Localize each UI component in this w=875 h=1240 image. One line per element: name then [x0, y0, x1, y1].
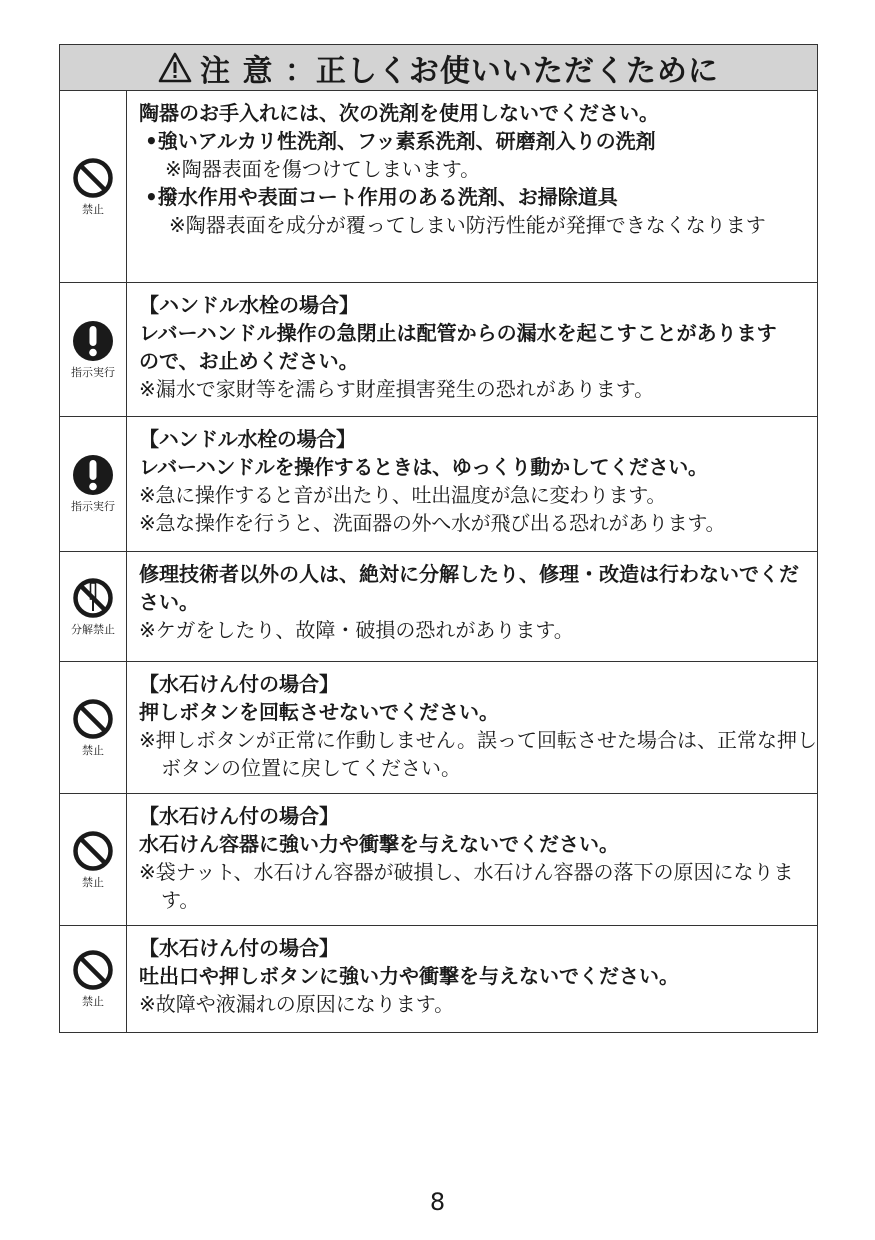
icon-label: 指示実行 — [71, 500, 115, 513]
caution-row — [60, 552, 817, 662]
row-heading: 【水石けん付の場合】 — [139, 936, 339, 960]
caution-row — [60, 662, 817, 794]
mandatory-action-icon — [72, 454, 114, 496]
bullet-note: ※陶器表面を傷つけてしまいます。 — [165, 157, 481, 181]
icon-label: 禁止 — [82, 875, 104, 889]
row-note: ※袋ナット、水石けん容器が破損し、水石けん容器の落下の原因になります。 — [139, 860, 794, 912]
bullet-note — [139, 211, 831, 239]
row-note: ※押しボタンが正常に作動しません。誤って回転させた場合は、正常な押しボタンの位置に戻してください。 — [139, 728, 817, 780]
row-text — [127, 283, 817, 416]
icon-cell — [60, 794, 127, 925]
caution-row — [60, 794, 817, 926]
row-note: ※急に操作すると音が出たり、吐出温度が急に変わります。 — [139, 483, 667, 507]
row-title: 修理技術者以外の人は、絶対に分解したり、修理・改造は行わないでください。 — [139, 562, 799, 614]
icon-label: 禁止 — [82, 202, 104, 216]
bullet-item: •撥水作用や表面コート作用のある洗剤、お掃除道具 — [145, 185, 618, 209]
row-title: 吐出口や押しボタンに強い力や衝撃を与えないでください。 — [139, 964, 679, 988]
icon-label: 禁止 — [82, 743, 104, 757]
icon-cell — [60, 91, 127, 282]
row-text — [127, 926, 817, 1032]
row-text — [127, 794, 821, 925]
row-note: ※急な操作を行うと、洗面器の外へ水が飛び出る恐れがあります。 — [139, 511, 726, 535]
caution-row — [60, 417, 817, 552]
row-heading: 【ハンドル水栓の場合】 — [139, 293, 359, 317]
row-heading: 【水石けん付の場合】 — [139, 804, 339, 828]
mandatory-action-icon — [72, 320, 114, 362]
row-heading: 【水石けん付の場合】 — [139, 672, 339, 696]
row-text — [127, 662, 821, 793]
page-number: 8 — [429, 1188, 446, 1216]
row-title: 押しボタンを回転させないでください。 — [139, 700, 499, 724]
icon-cell — [60, 417, 127, 551]
prohibited-icon — [72, 157, 114, 199]
caution-row — [60, 283, 817, 417]
row-title: 水石けん容器に強い力や衝撃を与えないでください。 — [139, 832, 619, 856]
row-text — [127, 552, 817, 661]
row-title: レバーハンドルを操作するときは、ゆっくり動かしてください。 — [139, 455, 708, 479]
row-title: 陶器のお手入れには、次の洗剤を使用しないでください。 — [139, 101, 659, 125]
prohibited-icon — [72, 830, 114, 872]
icon-label: 指示実行 — [71, 365, 115, 379]
row-title: レバーハンドル操作の急閉止は配管からの漏水を起こすことがありますので、お止めください。 — [139, 321, 777, 373]
bullet-note-text: ※陶器表面を成分が覆ってしまい防汚性能が発揮できなくなります — [169, 213, 766, 237]
row-text — [127, 91, 831, 282]
caution-table — [59, 44, 818, 1033]
caution-row — [60, 91, 817, 283]
icon-cell — [60, 283, 127, 416]
icon-cell — [60, 926, 127, 1032]
icon-label: 禁止 — [82, 995, 104, 1008]
icon-cell — [60, 662, 127, 793]
disassembly-prohibited-icon — [72, 577, 114, 619]
icon-label: 分解禁止 — [71, 622, 115, 636]
prohibited-icon — [72, 949, 114, 991]
row-note: ※漏水で家財等を濡らす財産損害発生の恐れがあります。 — [139, 377, 655, 401]
caution-header — [60, 45, 817, 91]
row-note: ※ケガをしたり、故障・破損の恐れがあります。 — [139, 618, 574, 642]
prohibited-icon — [72, 698, 114, 740]
row-heading: 【ハンドル水栓の場合】 — [139, 427, 356, 451]
bullet-item: •強いアルカリ性洗剤、フッ素系洗剤、研磨剤入りの洗剤 — [145, 129, 656, 153]
caution-row — [60, 926, 817, 1032]
row-text — [127, 417, 817, 551]
icon-cell — [60, 552, 127, 661]
row-note: ※故障や液漏れの原因になります。 — [139, 992, 455, 1016]
warning-triangle-icon — [158, 52, 192, 83]
header-title: 注 意 ：正しくお使いいただくために — [200, 53, 719, 89]
